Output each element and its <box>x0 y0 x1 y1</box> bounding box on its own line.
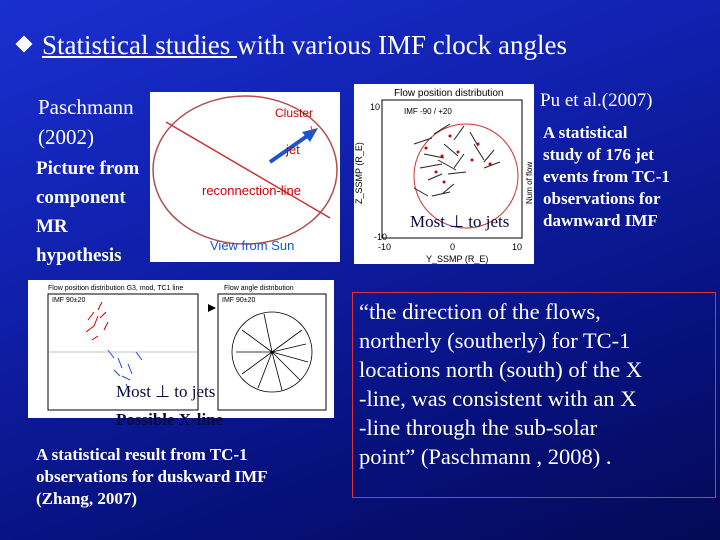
possible-x-line-label: Possible X-line <box>116 410 224 429</box>
tick-x: -10 <box>378 242 392 252</box>
caption-line: component <box>36 187 126 208</box>
diagram-view-label: View from Sun <box>210 238 295 253</box>
zhang-caption-line: (Zhang, 2007) <box>36 489 138 508</box>
paschmann-quote-box <box>352 292 716 498</box>
pu-desc-line: events from TC-1 <box>543 167 670 186</box>
tick-x: 0 <box>450 242 456 252</box>
bullet-icon <box>16 36 33 53</box>
most-label: Most <box>116 382 151 401</box>
chart-title: Flow position distribution <box>394 88 504 99</box>
quote-line: -line, was consistent with an X <box>359 386 637 411</box>
pu-desc-line: study of 176 jet <box>543 145 654 164</box>
diagram-reconnection-label: reconnection-line <box>202 183 302 198</box>
zhang-caption <box>36 444 336 510</box>
zhang-caption-line: observations for duskward IMF <box>36 467 268 486</box>
pu-flow-chart <box>354 84 534 264</box>
perpendicular-icon: ⊥ <box>155 382 171 401</box>
pu-desc-line: dawnward IMF <box>543 211 658 230</box>
chart-right-label: Num of flow <box>525 161 534 204</box>
paschmann-caption <box>36 154 139 270</box>
author-line2: (2002) <box>38 125 94 149</box>
quote-line: northerly (southerly) for TC-1 <box>359 328 631 353</box>
tick-x: 10 <box>512 242 523 252</box>
slide-title <box>18 30 567 61</box>
quote-line: point” (Paschmann , 2008) . <box>359 444 612 469</box>
diagram-jet-label: jet <box>286 142 300 157</box>
caption-line: hypothesis <box>36 245 122 266</box>
chart-imf: IMF -90 / +20 <box>404 107 452 116</box>
quote-line: -line through the sub-solar <box>359 415 598 440</box>
quote-line: locations north (south) of the X <box>359 357 643 382</box>
zhang-imf-left: IMF 90±20 <box>52 297 86 304</box>
caption-line: Picture from <box>36 158 140 179</box>
to-jets-label: to jets <box>468 212 510 231</box>
caption-line: MR <box>36 216 68 237</box>
zhang-imf-right: IMF 90±20 <box>222 297 256 304</box>
paschmann-diagram <box>150 92 340 262</box>
quote-line: “the direction of the flows, <box>359 299 601 324</box>
tick-y: -10 <box>374 232 388 242</box>
zhang-left-title: Flow position distribution G3, mod, TC1 line <box>48 285 184 292</box>
pu-citation: Pu et al.(2007) <box>540 90 653 111</box>
pu-most-jets-label <box>410 212 509 232</box>
pu-desc-line: A statistical <box>543 123 628 142</box>
chart-xlabel: Y_SSMP (R_E) <box>426 254 489 264</box>
title-underlined: Statistical studies <box>42 30 237 60</box>
chart-ylabel: Z_SSMP (R_E) <box>354 142 364 204</box>
pu-desc-line: observations for <box>543 189 661 208</box>
pu-description <box>543 122 720 232</box>
paschmann-author <box>38 92 134 152</box>
perpendicular-icon: ⊥ <box>449 212 465 231</box>
tick-y: 10 <box>370 102 381 112</box>
zhang-caption-line: A statistical result from TC-1 <box>36 445 248 464</box>
diagram-cluster-label: Cluster <box>275 106 314 120</box>
zhang-right-title: Flow angle distribution <box>224 285 294 292</box>
to-jets-label: to jets <box>174 382 216 401</box>
most-label: Most <box>410 212 445 231</box>
title-rest: with various IMF clock angles <box>237 30 567 60</box>
author-line1: Paschmann <box>38 95 134 119</box>
zhang-most-jets-label <box>116 382 215 402</box>
